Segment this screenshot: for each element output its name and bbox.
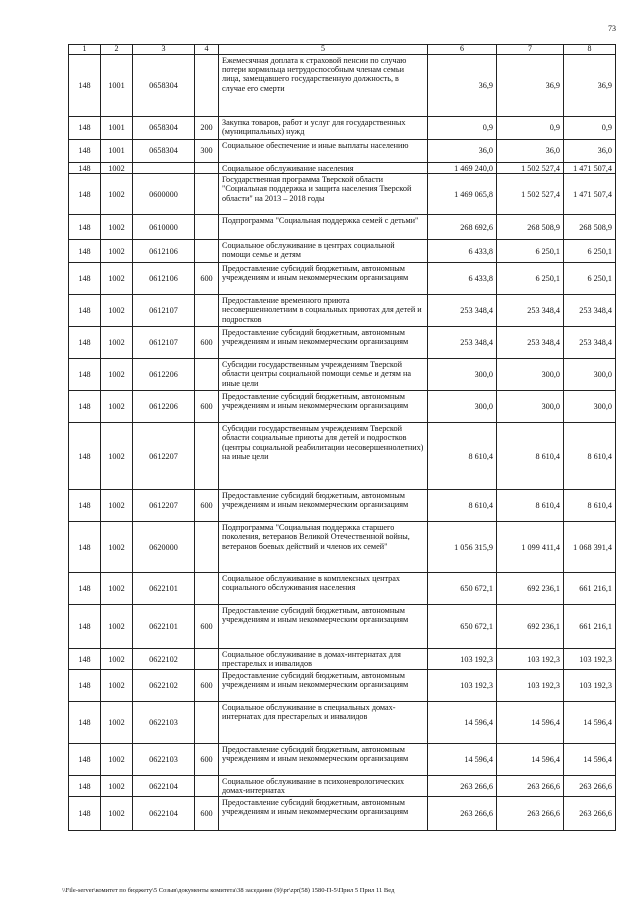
expense-type-cell: 600 [195,744,219,776]
section-code-cell: 1001 [101,117,133,140]
table-row [69,702,616,744]
table-row [69,327,616,359]
amount-year3-cell: 8 610,4 [564,490,616,522]
section-code-cell: 1001 [101,140,133,163]
expense-type-cell [195,55,219,117]
amount-year3-cell: 253 348,4 [564,295,616,327]
amount-year3-cell: 36,9 [564,55,616,117]
description-cell: Предоставление субсидий бюджетным, автономным учреждениям и иным некоммерческим организациям [219,744,428,776]
admin-code-cell: 148 [69,163,101,174]
amount-year3-cell: 103 192,3 [564,649,616,670]
expense-type-cell: 600 [195,327,219,359]
expense-type-cell [195,702,219,744]
description-cell: Предоставление субсидий бюджетным, автономным учреждениям и иным некоммерческим организациям [219,670,428,702]
amount-year2-cell: 6 250,1 [497,240,564,263]
budget-table [68,44,616,831]
table-row [69,163,616,174]
amount-year2-cell: 8 610,4 [497,423,564,490]
admin-code-cell: 148 [69,670,101,702]
target-code-cell: 0658304 [133,140,195,163]
amount-year2-cell: 692 236,1 [497,573,564,605]
table-row [69,240,616,263]
amount-year1-cell: 253 348,4 [428,327,497,359]
admin-code-cell: 148 [69,55,101,117]
section-code-cell: 1002 [101,573,133,605]
admin-code-cell: 148 [69,797,101,831]
section-code-cell: 1002 [101,522,133,573]
amount-year1-cell: 1 469 240,0 [428,163,497,174]
amount-year3-cell: 8 610,4 [564,423,616,490]
amount-year2-cell: 103 192,3 [497,670,564,702]
admin-code-cell: 148 [69,263,101,295]
amount-year1-cell: 14 596,4 [428,702,497,744]
amount-year3-cell: 253 348,4 [564,327,616,359]
amount-year1-cell: 0,9 [428,117,497,140]
amount-year1-cell: 300,0 [428,359,497,391]
expense-type-cell: 600 [195,263,219,295]
expense-type-cell [195,215,219,240]
amount-year3-cell: 6 250,1 [564,263,616,295]
table-body [69,55,616,831]
amount-year3-cell: 36,0 [564,140,616,163]
description-cell: Субсидии государственным учреждениям Тверской области центры социальной помощи семье и детям на иные цели [219,359,428,391]
admin-code-cell: 148 [69,649,101,670]
table-row [69,776,616,797]
amount-year2-cell: 0,9 [497,117,564,140]
amount-year2-cell: 1 099 411,4 [497,522,564,573]
amount-year1-cell: 36,0 [428,140,497,163]
description-cell: Социальное обслуживание в специальных домах-интернатах для престарелых и инвалидов [219,702,428,744]
description-cell: Социальное обслуживание в центрах социальной помощи семье и детям [219,240,428,263]
table-row [69,573,616,605]
description-cell: Государственная программа Тверской области "Социальная поддержка и защита населения Тверской области" на 2013 – 2018 годы [219,174,428,215]
expense-type-cell [195,776,219,797]
amount-year3-cell: 6 250,1 [564,240,616,263]
amount-year1-cell: 650 672,1 [428,573,497,605]
table-row [69,744,616,776]
admin-code-cell: 148 [69,215,101,240]
description-cell: Социальное обслуживание в домах-интернатах для престарелых и инвалидов [219,649,428,670]
target-code-cell: 0622101 [133,605,195,649]
amount-year2-cell: 36,0 [497,140,564,163]
amount-year2-cell: 14 596,4 [497,702,564,744]
table-row [69,140,616,163]
description-cell: Социальное обслуживание населения [219,163,428,174]
admin-code-cell: 148 [69,776,101,797]
admin-code-cell: 148 [69,391,101,423]
target-code-cell: 0658304 [133,117,195,140]
amount-year2-cell: 36,9 [497,55,564,117]
amount-year1-cell: 263 266,6 [428,797,497,831]
target-code-cell: 0612107 [133,327,195,359]
amount-year1-cell: 103 192,3 [428,670,497,702]
admin-code-cell: 148 [69,522,101,573]
amount-year1-cell: 1 469 065,8 [428,174,497,215]
amount-year1-cell: 36,9 [428,55,497,117]
table-row [69,423,616,490]
header-row [69,45,616,55]
section-code-cell: 1002 [101,797,133,831]
target-code-cell: 0622102 [133,670,195,702]
description-cell: Предоставление временного приюта несовершеннолетним в социальных приютах для детей и подростков [219,295,428,327]
amount-year3-cell: 14 596,4 [564,702,616,744]
section-code-cell: 1002 [101,391,133,423]
amount-year1-cell: 268 692,6 [428,215,497,240]
description-cell: Подпрограмма "Социальная поддержка семей с детьми" [219,215,428,240]
amount-year1-cell: 650 672,1 [428,605,497,649]
amount-year2-cell: 1 502 527,4 [497,163,564,174]
expense-type-cell [195,573,219,605]
admin-code-cell: 148 [69,295,101,327]
target-code-cell [133,163,195,174]
admin-code-cell: 148 [69,140,101,163]
expense-type-cell: 300 [195,140,219,163]
target-code-cell: 0620000 [133,522,195,573]
table-row [69,263,616,295]
admin-code-cell: 148 [69,702,101,744]
table-row [69,174,616,215]
amount-year1-cell: 14 596,4 [428,744,497,776]
description-cell: Предоставление субсидий бюджетным, автономным учреждениям и иным некоммерческим организациям [219,391,428,423]
section-code-cell: 1002 [101,359,133,391]
description-cell: Социальное обеспечение и иные выплаты населению [219,140,428,163]
amount-year3-cell: 268 508,9 [564,215,616,240]
section-code-cell: 1002 [101,776,133,797]
amount-year2-cell: 103 192,3 [497,649,564,670]
file-path-footer: \\File-server\комитет по бюджету\5 Созыв\документы комитета\38 заседание (9)\pr\zpr(58) 1580-П-5\Прил 5 Прил 11 Вед [62,887,395,894]
section-code-cell: 1002 [101,490,133,522]
description-cell: Социальное обслуживание в психоневрологических домах-интернатах [219,776,428,797]
section-code-cell: 1002 [101,605,133,649]
expense-type-cell: 200 [195,117,219,140]
description-cell: Предоставление субсидий бюджетным, автономным учреждениям и иным некоммерческим организациям [219,327,428,359]
section-code-cell: 1002 [101,670,133,702]
expense-type-cell: 600 [195,605,219,649]
target-code-cell: 0612106 [133,263,195,295]
admin-code-cell: 148 [69,359,101,391]
amount-year3-cell: 1 471 507,4 [564,174,616,215]
section-code-cell: 1002 [101,744,133,776]
amount-year1-cell: 6 433,8 [428,263,497,295]
target-code-cell: 0658304 [133,55,195,117]
section-code-cell: 1002 [101,295,133,327]
description-cell: Ежемесячная доплата к страховой пенсии по случаю потери кормильца нетрудоспособным членам семьи лица, замещавшего государственную должность, в случае его смерти [219,55,428,117]
amount-year1-cell: 103 192,3 [428,649,497,670]
table-row [69,605,616,649]
amount-year2-cell: 1 502 527,4 [497,174,564,215]
section-code-cell: 1002 [101,649,133,670]
expense-type-cell [195,174,219,215]
target-code-cell: 0622104 [133,797,195,831]
column-header: 3 [133,45,195,55]
table-row [69,359,616,391]
amount-year3-cell: 0,9 [564,117,616,140]
expense-type-cell [195,359,219,391]
admin-code-cell: 148 [69,490,101,522]
table-row [69,55,616,117]
admin-code-cell: 148 [69,605,101,649]
column-header: 7 [497,45,564,55]
amount-year1-cell: 263 266,6 [428,776,497,797]
amount-year2-cell: 300,0 [497,359,564,391]
admin-code-cell: 148 [69,327,101,359]
admin-code-cell: 148 [69,423,101,490]
section-code-cell: 1002 [101,263,133,295]
column-header: 5 [219,45,428,55]
amount-year3-cell: 14 596,4 [564,744,616,776]
amount-year1-cell: 8 610,4 [428,490,497,522]
expense-type-cell [195,295,219,327]
target-code-cell: 0612206 [133,391,195,423]
amount-year2-cell: 300,0 [497,391,564,423]
amount-year3-cell: 661 216,1 [564,573,616,605]
target-code-cell: 0622103 [133,702,195,744]
expense-type-cell: 600 [195,670,219,702]
amount-year1-cell: 253 348,4 [428,295,497,327]
amount-year3-cell: 1 068 391,4 [564,522,616,573]
target-code-cell: 0600000 [133,174,195,215]
section-code-cell: 1002 [101,327,133,359]
amount-year2-cell: 253 348,4 [497,327,564,359]
amount-year3-cell: 300,0 [564,359,616,391]
page-number: 73 [608,24,616,33]
description-cell: Предоставление субсидий бюджетным, автономным учреждениям и иным некоммерческим организациям [219,263,428,295]
table-row [69,295,616,327]
table-row [69,391,616,423]
amount-year3-cell: 263 266,6 [564,776,616,797]
target-code-cell: 0610000 [133,215,195,240]
column-header: 6 [428,45,497,55]
target-code-cell: 0622103 [133,744,195,776]
section-code-cell: 1002 [101,702,133,744]
amount-year2-cell: 268 508,9 [497,215,564,240]
expense-type-cell [195,240,219,263]
amount-year2-cell: 692 236,1 [497,605,564,649]
description-cell: Предоставление субсидий бюджетным, автономным учреждениям и иным некоммерческим организациям [219,605,428,649]
amount-year3-cell: 661 216,1 [564,605,616,649]
amount-year1-cell: 6 433,8 [428,240,497,263]
expense-type-cell: 600 [195,490,219,522]
section-code-cell: 1002 [101,240,133,263]
expense-type-cell: 600 [195,797,219,831]
expense-type-cell: 600 [195,391,219,423]
amount-year2-cell: 14 596,4 [497,744,564,776]
description-cell: Предоставление субсидий бюджетным, автономным учреждениям и иным некоммерческим организациям [219,797,428,831]
amount-year1-cell: 300,0 [428,391,497,423]
admin-code-cell: 148 [69,573,101,605]
target-code-cell: 0612107 [133,295,195,327]
description-cell: Предоставление субсидий бюджетным, автономным учреждениям и иным некоммерческим организациям [219,490,428,522]
amount-year2-cell: 6 250,1 [497,263,564,295]
table-row [69,117,616,140]
target-code-cell: 0612207 [133,423,195,490]
admin-code-cell: 148 [69,744,101,776]
amount-year2-cell: 253 348,4 [497,295,564,327]
table-row [69,522,616,573]
admin-code-cell: 148 [69,240,101,263]
amount-year3-cell: 103 192,3 [564,670,616,702]
amount-year3-cell: 263 266,6 [564,797,616,831]
expense-type-cell [195,522,219,573]
target-code-cell: 0612207 [133,490,195,522]
target-code-cell: 0612206 [133,359,195,391]
table-row [69,797,616,831]
column-header: 8 [564,45,616,55]
column-header: 1 [69,45,101,55]
target-code-cell: 0622101 [133,573,195,605]
amount-year2-cell: 263 266,6 [497,776,564,797]
description-cell: Субсидии государственным учреждениям Тверской области социальные приюты для детей и подростков (центры социальной реабилитации несовершеннолетних) на иные цели [219,423,428,490]
expense-type-cell [195,423,219,490]
section-code-cell: 1002 [101,174,133,215]
description-cell: Социальное обслуживание в комплексных центрах социального обслуживания населения [219,573,428,605]
expense-type-cell [195,649,219,670]
target-code-cell: 0612106 [133,240,195,263]
admin-code-cell: 148 [69,117,101,140]
description-cell: Закупка товаров, работ и услуг для государственных (муниципальных) нужд [219,117,428,140]
amount-year2-cell: 8 610,4 [497,490,564,522]
target-code-cell: 0622104 [133,776,195,797]
section-code-cell: 1002 [101,215,133,240]
section-code-cell: 1001 [101,55,133,117]
admin-code-cell: 148 [69,174,101,215]
description-cell: Подпрограмма "Социальная поддержка старшего поколения, ветеранов Великой Отечественной войны, ветеранов боевых действий и членов их семей" [219,522,428,573]
amount-year1-cell: 1 056 315,9 [428,522,497,573]
column-header: 2 [101,45,133,55]
section-code-cell: 1002 [101,423,133,490]
amount-year3-cell: 1 471 507,4 [564,163,616,174]
table-row [69,670,616,702]
amount-year1-cell: 8 610,4 [428,423,497,490]
section-code-cell: 1002 [101,163,133,174]
table-row [69,215,616,240]
column-header: 4 [195,45,219,55]
target-code-cell: 0622102 [133,649,195,670]
amount-year2-cell: 263 266,6 [497,797,564,831]
table-row [69,649,616,670]
expense-type-cell [195,163,219,174]
amount-year3-cell: 300,0 [564,391,616,423]
table-row [69,490,616,522]
